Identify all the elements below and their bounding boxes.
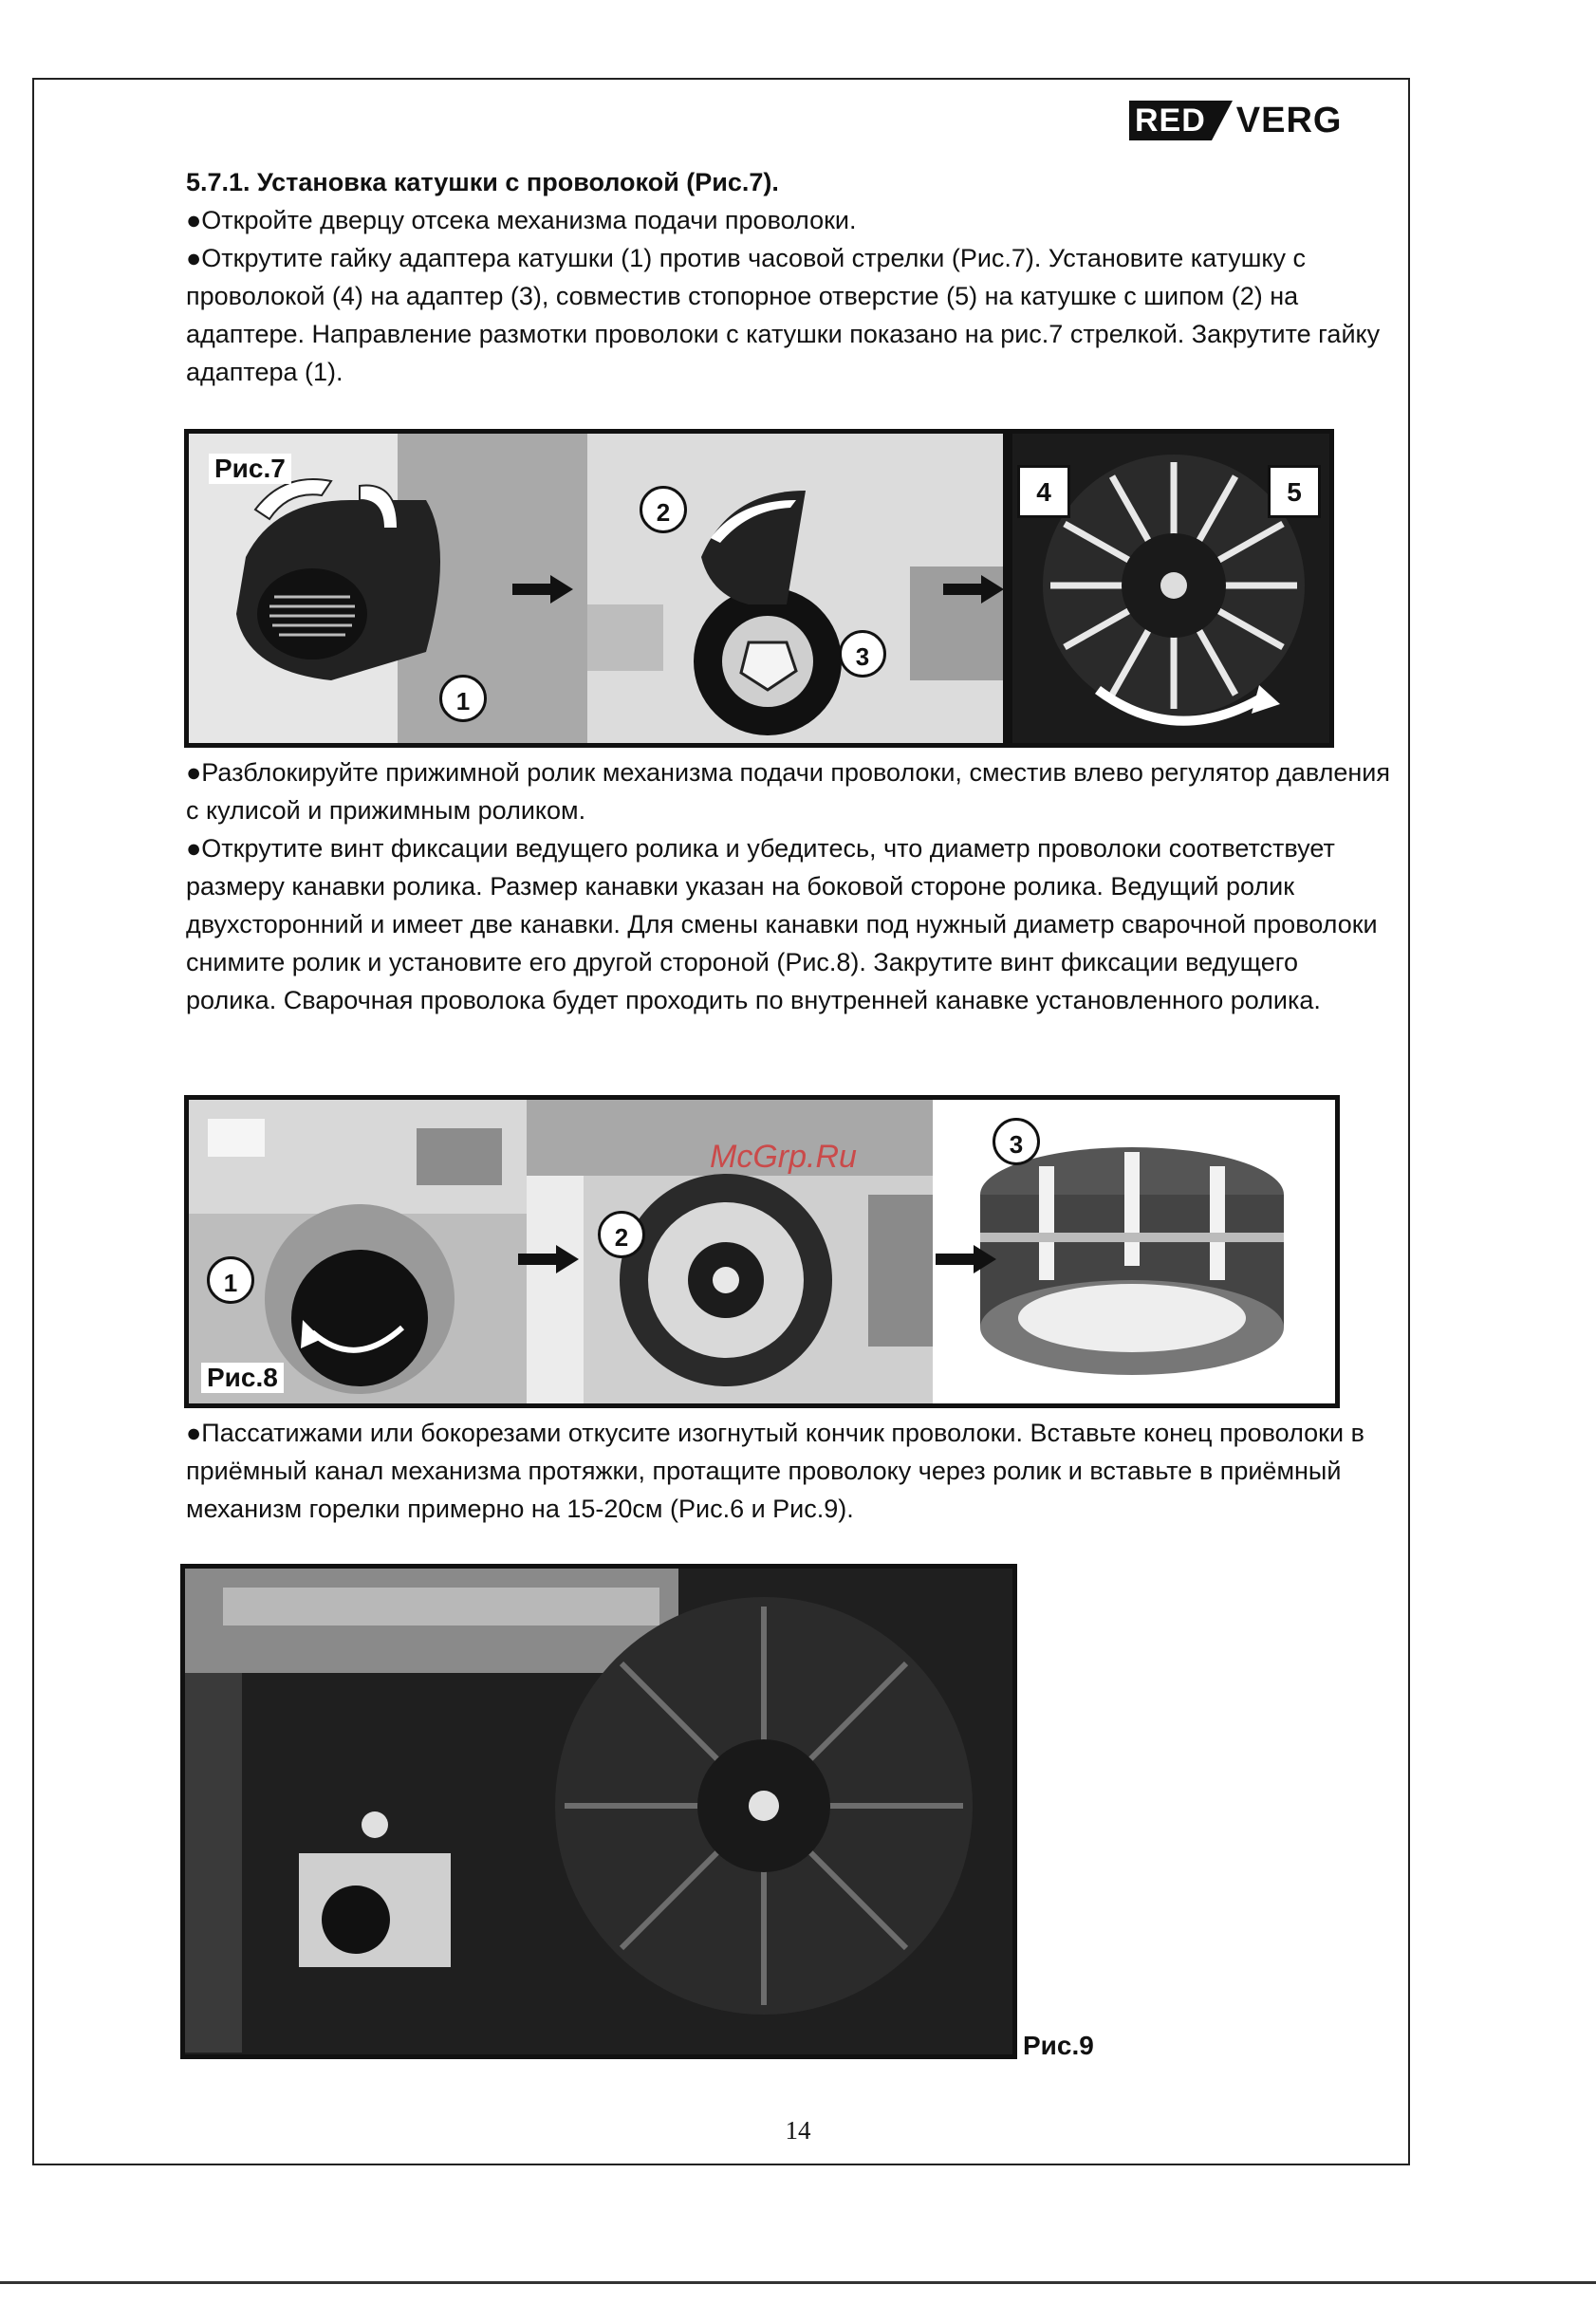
arrow-right-icon xyxy=(512,575,573,604)
logo-verg: VERG xyxy=(1235,100,1343,140)
paragraph: ●Разблокируйте прижимной ролик механизма подачи проволоки, сместив влево регулятор давления с кулисой и прижимным роликом. xyxy=(186,758,1390,825)
logo-divider xyxy=(1212,101,1233,140)
figure-7 xyxy=(184,429,1008,748)
paragraph: ●Открутите винт фиксации ведущего ролика и убедитесь, что диаметр проволоки соответствует размеру канавки ролика. Размер канавки указан на боковой стороне ролика. Ведущий ролик двухсторонний и имеет две канавки. Для смены канавки под нужный диаметр сварочной проволоки снимите ролик и установите его другой стороной (Рис.8). Закрутите винт фиксации ведущего ролика. Сварочная проволока будет проходить по внутренней канавке установленного ролика. xyxy=(186,834,1378,1014)
callout-3: 3 xyxy=(839,630,886,678)
fig7-label: Рис.7 xyxy=(209,454,291,484)
arrow-right-icon xyxy=(518,1245,579,1273)
callout-2: 2 xyxy=(640,486,687,533)
page-bottom-line xyxy=(0,2281,1596,2284)
text-block-1 xyxy=(186,163,1391,391)
arrow-right-icon xyxy=(943,575,1004,604)
fig8-label: Рис.8 xyxy=(201,1363,284,1393)
callout-5: 5 xyxy=(1268,465,1321,518)
callout-1: 1 xyxy=(439,675,487,722)
section-heading: 5.7.1. Установка катушки с проволокой (Рис.7). xyxy=(186,168,779,196)
watermark: McGrp.Ru xyxy=(710,1139,857,1175)
figure-9 xyxy=(180,1564,1017,2059)
paragraph: ●Пассатижами или бокорезами откусите изогнутый кончик проволоки. Вставьте конец проволоки в приёмный канал механизма протяжки, протащите проволоку через ролик и вставьте в приёмный механизм горелки примерно на 15-20см (Рис.6 и Рис.9). xyxy=(186,1419,1364,1523)
callout-4: 4 xyxy=(1017,465,1070,518)
fig8-panel-1 xyxy=(189,1100,527,1403)
paragraph: ●Откройте дверцу отсека механизма подачи проволоки. xyxy=(186,206,857,234)
page-number: 14 xyxy=(785,2116,811,2145)
callout-2: 2 xyxy=(598,1211,645,1258)
callout-3: 3 xyxy=(993,1118,1040,1165)
callout-1: 1 xyxy=(207,1256,254,1304)
fig7-panel-2 xyxy=(587,434,1003,743)
fig9-label: Рис.9 xyxy=(1017,2031,1100,2061)
logo-red: RED xyxy=(1129,101,1212,140)
text-block-2 xyxy=(186,753,1391,1019)
brand-logo xyxy=(1129,99,1343,142)
paragraph: ●Открутите гайку адаптера катушки (1) против часовой стрелки (Рис.7). Установите катушку с проволокой (4) на адаптер (3), совместив стопорное отверстие (5) на катушке с шипом (2) на адаптере. Направление размотки проволоки с катушки показано на рис.7 стрелкой. Закрутите гайку адаптера (1). xyxy=(186,244,1381,386)
text-block-3 xyxy=(186,1414,1391,1528)
arrow-right-icon xyxy=(936,1245,996,1273)
